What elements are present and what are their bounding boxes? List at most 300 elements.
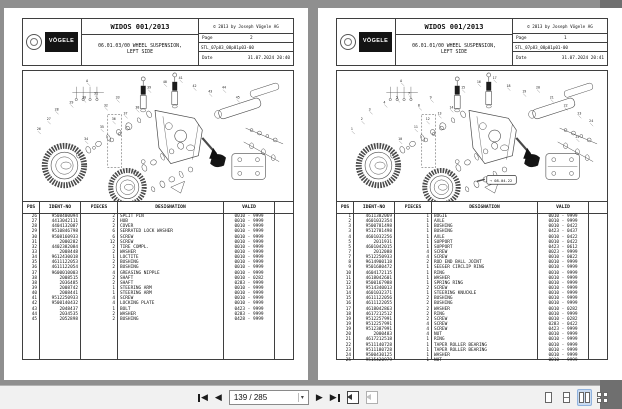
table-cell: 35 xyxy=(31,260,37,266)
table-cell: 39 xyxy=(31,285,37,291)
table-cell: 44 xyxy=(31,311,37,317)
table-cell: 0010 - 9999 xyxy=(548,219,578,225)
table-cell: 0010 - 9999 xyxy=(234,260,264,266)
table-cell: 1 xyxy=(426,357,429,363)
page-body-frame xyxy=(22,70,294,360)
table-cell: 2 xyxy=(112,260,115,266)
table-cell: NUT xyxy=(434,357,442,363)
facing-pages-icon[interactable] xyxy=(577,389,592,406)
table-cell: COVER xyxy=(120,224,134,230)
callout-label: 1 xyxy=(350,127,353,132)
table-column xyxy=(538,202,589,363)
page-left[interactable] xyxy=(4,8,308,380)
table-cell: 0283 - 9999 xyxy=(234,311,264,317)
table-cell: LOCKING PLATE xyxy=(120,301,155,307)
table-cell: 0010 - 9999 xyxy=(234,285,264,291)
table-cell: 4 xyxy=(348,234,351,240)
table-column xyxy=(118,202,224,359)
callout-label: 37 xyxy=(123,111,128,116)
table-cell: RING xyxy=(434,270,445,276)
table-cell: 0010 - 9999 xyxy=(548,265,578,271)
callout-label: 42 xyxy=(192,83,197,88)
table-cell: SHAFT xyxy=(120,280,134,286)
callout-label: 15 xyxy=(461,85,466,90)
table-cell: 2 xyxy=(112,265,115,271)
table-cell: 1 xyxy=(426,270,429,276)
callout-label: 32 xyxy=(103,103,108,108)
table-cell: 0010 - 9999 xyxy=(548,285,578,291)
chevron-down-icon[interactable]: ▾ xyxy=(300,395,304,401)
callout-label: 3 xyxy=(368,107,371,112)
table-cell: 1 xyxy=(426,234,429,240)
jv-seal-icon xyxy=(26,34,42,50)
logo-cell xyxy=(337,19,396,65)
table-cell: 1 xyxy=(426,229,429,235)
table-cell: SPLIT PIN xyxy=(120,214,144,219)
previous-page-icon[interactable]: ◀ xyxy=(214,392,222,402)
table-cell: NUT xyxy=(434,332,442,338)
table-cell: 1 xyxy=(426,337,429,343)
table-cell: 29 xyxy=(31,229,37,235)
table-cell: 0423 - 9999 xyxy=(548,327,578,333)
column-header: IDENT-NO xyxy=(40,202,80,214)
table-cell: 0010 - 9999 xyxy=(548,270,578,276)
table-cell: 0010 - 9999 xyxy=(548,342,578,348)
table-cell: 4617212518 xyxy=(365,337,392,343)
table-cell: BUSHING xyxy=(434,224,453,230)
callout-label: 26 xyxy=(36,127,41,132)
table-cell: 4601032256 xyxy=(365,234,392,240)
callout-label: 43 xyxy=(208,89,213,94)
table-cell: 0010 - 0422 xyxy=(548,239,578,245)
table-cell: 0423 - 0612 xyxy=(548,244,578,250)
table-cell: 1 xyxy=(426,265,429,271)
table-cell: 33 xyxy=(31,249,37,255)
callout-label: 45 xyxy=(235,95,240,100)
table-cell: 9512387991 xyxy=(365,327,392,333)
table-cell: 2 xyxy=(112,214,115,219)
table-cell: 2 xyxy=(112,224,115,230)
doc-title: WIDOS 001/2013 xyxy=(82,19,198,35)
table-cell: 32 xyxy=(31,244,37,250)
table-cell: 10 xyxy=(345,270,351,276)
table-cell: 9508400094 xyxy=(51,214,78,219)
table-cell: 0010 - 9999 xyxy=(234,224,264,230)
table-cell: SEEGER CIRCLIP RING xyxy=(434,265,485,271)
page-number-row: Page 1 xyxy=(513,34,607,43)
table-cell: 0010 - 9999 xyxy=(548,332,578,338)
table-cell: 1 xyxy=(426,224,429,230)
table-cell: 2008448 xyxy=(59,249,78,255)
diagram-ref-label: → 08.04.22 xyxy=(489,178,513,183)
table-cell: 4 xyxy=(426,332,429,338)
table-cell: 0010 - 9999 xyxy=(234,265,264,271)
table-cell: 1 xyxy=(426,239,429,245)
table-cell: 13 xyxy=(345,285,351,291)
table-cell: 9514340013 xyxy=(365,285,392,291)
table-cell: 37 xyxy=(31,270,37,276)
table-cell: 2000282 xyxy=(59,239,78,245)
table-cell: 0023 - 9999 xyxy=(548,249,578,255)
table-cell: 42 xyxy=(31,301,37,307)
date-row: Date 31.07.2024 20:41 xyxy=(516,56,604,61)
table-cell: BOGIE xyxy=(434,214,448,219)
table-cell: 4 xyxy=(426,327,429,333)
page-body-frame xyxy=(336,70,608,363)
table-cell: SCREW xyxy=(434,249,448,255)
table-cell: 2 xyxy=(112,249,115,255)
table-cell: 45 xyxy=(31,316,37,322)
callout-label: 40 xyxy=(162,79,167,84)
table-cell: 1 xyxy=(426,219,429,225)
table-cell: BOLT xyxy=(120,306,131,312)
table-cell: 18 xyxy=(345,311,351,317)
callout-label: A xyxy=(400,78,403,83)
table-cell: SCREW xyxy=(434,327,448,333)
table-cell: 1 xyxy=(112,291,115,297)
copyright: © 2013 by Joseph Vögele AG xyxy=(199,19,293,34)
table-cell: 9612430018 xyxy=(51,255,78,261)
table-cell: 5 xyxy=(348,239,351,245)
callout-label: 39 xyxy=(147,85,152,90)
doc-title: WIDOS 001/2013 xyxy=(396,19,512,35)
table-cell: 0010 - 9999 xyxy=(548,301,578,307)
table-cell: 4617212512 xyxy=(365,311,392,317)
doc-code: STL_07p83_08p01p01-00 xyxy=(513,43,607,52)
table-cell: 6 xyxy=(112,229,115,235)
callout-label: 13 xyxy=(437,111,442,116)
table-cell: 4611122055 xyxy=(365,301,392,307)
table-cell: 6 xyxy=(112,234,115,240)
table-cell: 9511140728 xyxy=(365,342,392,348)
table-cell: 4 xyxy=(426,255,429,261)
table-cell: 0010 - 9999 xyxy=(234,229,264,235)
table-cell: 0010 - 0282 xyxy=(548,306,578,312)
table-cell: 2008441 xyxy=(59,291,78,297)
table-cell: 9500167988 xyxy=(365,280,392,286)
table-cell: 1 xyxy=(426,352,429,358)
table-cell: 16 xyxy=(345,301,351,307)
table-cell: 9614900118 xyxy=(365,260,392,266)
table-cell: 0010 - 9999 xyxy=(548,296,578,302)
table-cell: 0010 - 9999 xyxy=(234,239,264,245)
table-cell: 1 xyxy=(112,285,115,291)
table-cell: 0010 - 9999 xyxy=(548,260,578,266)
table-cell: 0010 - 9999 xyxy=(548,291,578,297)
table-cell: 1 xyxy=(426,291,429,297)
table-cell: 27 xyxy=(31,219,37,225)
table-cell: 19 xyxy=(345,316,351,322)
table-cell: 9500140432 xyxy=(51,301,78,307)
table-cell: 4618042601 xyxy=(365,275,392,281)
table-cell: 4601042015 xyxy=(365,244,392,250)
table-cell: ROD END BALL JOINT xyxy=(434,260,482,266)
callout-label: 5 xyxy=(396,95,399,100)
table-cell: TAPER ROLLER BEARING xyxy=(434,347,487,353)
callout-label: 29 xyxy=(69,100,74,105)
table-cell: 2 xyxy=(112,316,115,322)
first-page-icon[interactable]: ◀ xyxy=(198,393,208,402)
table-cell: 2048437 xyxy=(59,306,78,312)
callout-label: A xyxy=(86,78,89,83)
table-cell: 9512250933 xyxy=(365,255,392,261)
facing-continuous-icon[interactable] xyxy=(595,389,610,406)
section-title: 06.01.01/00 WHEEL SUSPENSION, LEFT SIDE xyxy=(412,43,496,55)
table-cell: STEERING KNUCKLE xyxy=(434,291,477,297)
table-cell: 2052898 xyxy=(59,316,78,322)
table-cell: 9515420979 xyxy=(365,357,392,363)
callout-label: 14 xyxy=(449,105,454,110)
callout-label: 38 xyxy=(135,105,140,110)
table-cell: 4611122054 xyxy=(51,265,78,271)
column-header: DESIGNATION xyxy=(118,202,223,214)
callout-label: 16 xyxy=(476,79,481,84)
table-cell: SPRING RING xyxy=(434,280,464,286)
table-cell: 9510846798 xyxy=(51,229,78,235)
table-cell: 0010 - 0282 xyxy=(234,275,264,281)
table-cell: BUSHING xyxy=(434,301,453,307)
copyright: © 2013 by Joseph Vögele AG xyxy=(513,19,607,34)
history-back-icon[interactable] xyxy=(347,391,359,404)
table-cell: 2 xyxy=(426,285,429,291)
table-cell: 2008742 xyxy=(59,285,78,291)
table-cell: 4402382084 xyxy=(51,244,78,250)
callout-label: 35 xyxy=(99,125,104,130)
page-indicator-value[interactable]: 139 / 285 xyxy=(233,393,268,402)
table-cell: 24 xyxy=(345,352,351,358)
table-cell: 4601032354 xyxy=(365,219,392,225)
table-cell: 9600010003 xyxy=(51,270,78,276)
table-cell: STEERING ARM xyxy=(120,291,152,297)
table-cell: 9512250933 xyxy=(51,296,78,302)
callout-label: 10 xyxy=(398,136,403,141)
table-cell: 26 xyxy=(31,214,37,219)
table-column xyxy=(224,202,275,359)
table-cell: SUPPORT xyxy=(434,239,453,245)
table-cell: 0010 - 9999 xyxy=(548,280,578,286)
exploded-diagram xyxy=(23,71,293,201)
table-cell: 4618042863 xyxy=(365,306,392,312)
table-cell: 0010 - 9999 xyxy=(234,291,264,297)
table-cell: 0010 - 9999 xyxy=(548,311,578,317)
table-cell: 8 xyxy=(348,260,351,266)
table-cell: 4 xyxy=(112,301,115,307)
callout-label: 22 xyxy=(563,103,568,108)
table-cell: 0010 - 9999 xyxy=(234,249,264,255)
table-cell: 11 xyxy=(345,275,351,281)
table-cell: AXLE xyxy=(434,234,445,240)
callout-label: 30 xyxy=(82,95,87,100)
table-cell: WASHER xyxy=(434,306,450,312)
table-cell: 1 xyxy=(426,275,429,281)
table-cell: BUSHING xyxy=(120,260,139,266)
table-cell: 9500430125 xyxy=(365,352,392,358)
table-cell: 2 xyxy=(426,301,429,307)
table-cell: SUPPORT xyxy=(434,244,453,250)
column-header: VALID xyxy=(224,202,274,214)
column-header xyxy=(275,202,293,214)
table-cell: 9511180728 xyxy=(365,347,392,353)
callout-label: 44 xyxy=(222,85,227,90)
date-row: Date 31.07.2024 20:40 xyxy=(202,56,290,61)
table-cell: 31 xyxy=(31,239,37,245)
table-cell: 2 xyxy=(426,306,429,312)
table-cell: 0010 - 9999 xyxy=(548,352,578,358)
table-cell: SCREW xyxy=(434,255,448,261)
table-cell: 0010 - 0022 xyxy=(548,255,578,261)
table-cell: BUSHING xyxy=(120,316,139,322)
table-cell: 4 xyxy=(112,296,115,302)
table-cell: 9512781498 xyxy=(365,229,392,235)
table-column xyxy=(395,202,432,363)
page-header-table xyxy=(336,18,608,66)
table-cell: WASHER xyxy=(434,352,450,358)
exploded-diagram xyxy=(337,71,607,201)
page-right[interactable] xyxy=(318,8,622,380)
table-cell: 0010 - 0422 xyxy=(548,234,578,240)
callout-label: 27 xyxy=(46,117,51,122)
callout-label: 18 xyxy=(506,83,511,88)
table-cell: WASHER xyxy=(434,275,450,281)
callout-label: 17 xyxy=(492,75,497,80)
table-cell: 4 xyxy=(426,249,429,255)
table-column xyxy=(589,202,607,359)
table-cell: 2 xyxy=(112,280,115,286)
table-cell: 1 xyxy=(112,255,115,261)
callout-label: 20 xyxy=(536,85,541,90)
table-cell: 2 xyxy=(112,275,115,281)
table-cell: BUSHING xyxy=(434,229,453,235)
table-cell: 0010 - 9999 xyxy=(234,219,264,225)
table-cell: 2 xyxy=(348,219,351,225)
table-cell: 4 xyxy=(426,321,429,327)
table-cell: 2 xyxy=(426,296,429,302)
column-header: IDENT-NO xyxy=(354,202,394,214)
table-cell: WASHER xyxy=(120,249,136,255)
table-cell: 23 xyxy=(345,347,351,353)
callout-label: 33 xyxy=(115,95,120,100)
voegele-logo: VÖGELE xyxy=(359,32,392,52)
table-cell: 36 xyxy=(31,265,37,271)
table-column xyxy=(275,202,293,359)
table-cell: SCREW xyxy=(120,239,134,245)
table-cell: HUB xyxy=(120,219,128,225)
table-cell: BUSHING xyxy=(120,265,139,271)
table-cell: 4404132087 xyxy=(51,224,78,230)
table-cell: 30 xyxy=(31,234,37,240)
table-column xyxy=(354,202,395,363)
table-cell: 2 xyxy=(426,316,429,322)
table-cell: 7 xyxy=(348,249,351,255)
page-number-row: Page 2 xyxy=(199,34,293,43)
table-cell: SERRATED LOCK WASHER xyxy=(120,229,173,235)
table-cell: 4604172115 xyxy=(365,270,392,276)
table-cell: 0010 - 0422 xyxy=(548,224,578,230)
last-page-icon[interactable]: ▶ xyxy=(330,393,340,402)
table-cell: 43 xyxy=(31,306,37,312)
table-cell: RING xyxy=(434,311,445,317)
callout-label: 11 xyxy=(413,125,418,130)
callout-label: 25 xyxy=(575,134,580,139)
table-cell: 3 xyxy=(348,224,351,230)
table-cell: 41 xyxy=(31,296,37,302)
table-cell: 9512257991 xyxy=(365,321,392,327)
table-cell xyxy=(589,358,607,363)
table-cell: 0010 - 9999 xyxy=(234,234,264,240)
table-cell: LOCTITE xyxy=(120,255,139,261)
table-cell: 2 xyxy=(426,260,429,266)
history-forward-icon[interactable] xyxy=(366,391,378,404)
table-cell: 0010 - 9999 xyxy=(548,275,578,281)
table-cell: 4611122053 xyxy=(51,260,78,266)
table-cell: 25 xyxy=(345,357,351,363)
column-header xyxy=(589,202,607,214)
table-cell: SCREW xyxy=(434,316,448,322)
table-cell: 0010 - 9999 xyxy=(548,214,578,219)
next-page-icon[interactable]: ▶ xyxy=(315,392,323,402)
table-cell xyxy=(275,317,293,322)
jv-seal-icon xyxy=(340,34,356,50)
table-cell: 2034535 xyxy=(59,311,78,317)
table-cell: 38 xyxy=(31,275,37,281)
table-cell: 0010 - 9999 xyxy=(234,255,264,261)
table-cell: SCREW xyxy=(434,321,448,327)
table-cell: 2 xyxy=(112,311,115,317)
column-header: POS xyxy=(337,202,353,214)
table-column xyxy=(40,202,81,359)
callout-label: 12 xyxy=(425,117,430,122)
callout-label: 23 xyxy=(577,111,582,116)
table-cell: SCREW xyxy=(120,296,134,302)
table-cell: 21 xyxy=(345,337,351,343)
table-cell: 9512257991 xyxy=(365,316,392,322)
page-header-table xyxy=(22,18,294,66)
table-cell: BUSHING xyxy=(434,296,453,302)
callout-label: 4 xyxy=(383,100,386,105)
table-cell: 12 xyxy=(109,239,115,245)
callout-label: 31 xyxy=(93,91,99,96)
table-cell: 4413042111 xyxy=(51,219,78,225)
table-cell: 40 xyxy=(31,291,37,297)
parts-table xyxy=(23,201,293,359)
table-cell: 1 xyxy=(426,214,429,219)
page-indicator-combo[interactable] xyxy=(229,390,309,405)
table-cell: 4 xyxy=(112,270,115,276)
column-header: PIECES xyxy=(395,202,431,214)
voegele-logo: VÖGELE xyxy=(45,32,78,52)
table-cell: 0010 - 9999 xyxy=(548,347,578,353)
table-cell: 1 xyxy=(348,214,351,219)
continuous-icon[interactable] xyxy=(559,389,574,406)
table-cell: 5 xyxy=(348,244,351,250)
logo-cell xyxy=(23,19,82,65)
table-cell: TAPER ROLLER BEARING xyxy=(434,342,487,348)
table-cell: 4611122056 xyxy=(365,296,392,302)
table-cell: 4611382069 xyxy=(365,214,392,219)
single-page-icon[interactable] xyxy=(541,389,556,406)
doc-code: STL_07p83_08p01p03-00 xyxy=(199,43,293,52)
table-cell: 38 xyxy=(31,280,37,286)
table-cell: 0283 - 9999 xyxy=(234,280,264,286)
column-header: VALID xyxy=(538,202,588,214)
table-cell: 2012088 xyxy=(373,249,392,255)
table-cell: 1 xyxy=(426,244,429,250)
table-column xyxy=(432,202,538,363)
table-column xyxy=(81,202,118,359)
table-cell: 9508160933 xyxy=(51,234,78,240)
table-cell: 14 xyxy=(345,291,351,297)
table-cell: 0423 - 0437 xyxy=(548,229,578,235)
